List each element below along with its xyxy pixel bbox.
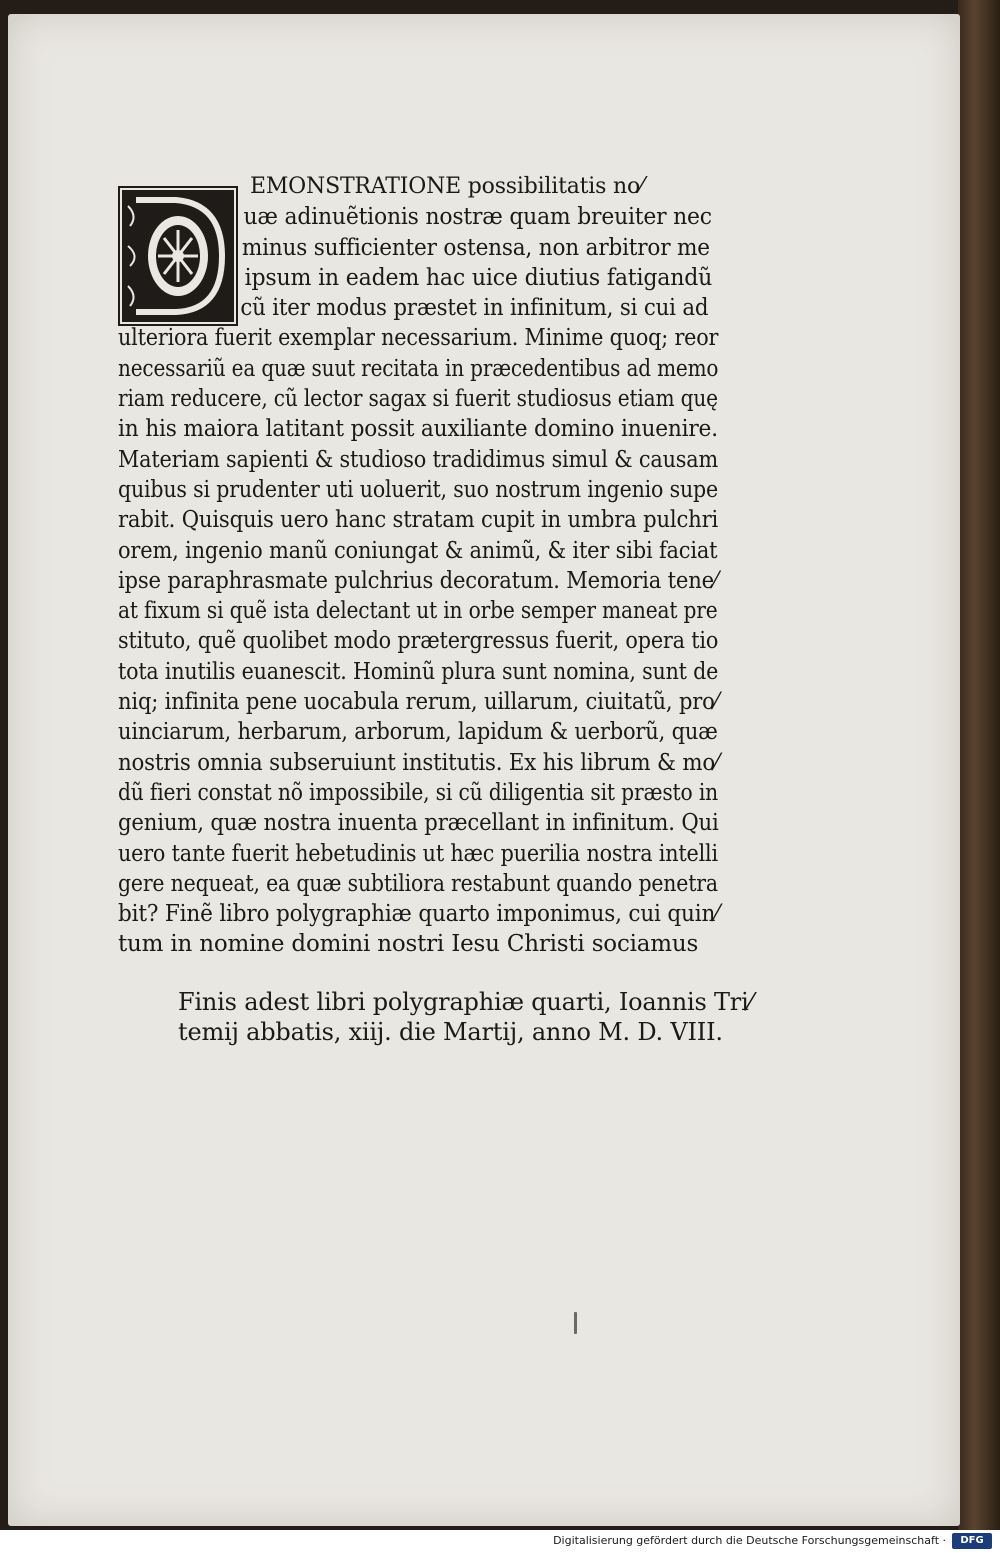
book-page <box>8 14 960 1526</box>
text-line: necessariũ ea quæ suut recitata in præcedentibus ad memo <box>118 355 719 382</box>
text-line: quibus si prudenter uti uoluerit, suo nostrum ingenio supe <box>118 476 718 503</box>
text-line: at fixum si quẽ ista delectant ut in orbe semper maneat pre <box>118 598 718 625</box>
text-line: uinciarum, herbarum, arborum, lapidum & uerborũ, quæ <box>118 719 718 746</box>
colophon <box>178 987 752 1047</box>
text-line: uero tante fuerit hebetudinis ut hæc puerilia nostra intelli <box>118 840 718 867</box>
text-block <box>118 172 753 1046</box>
footer-bar <box>0 1530 1000 1553</box>
text-line: EMONSTRATIONE possibilitatis no⁄ <box>250 174 644 199</box>
text-line: Materiam sapienti & studioso tradidimus simul & causam <box>118 446 719 473</box>
text-line: minus sufficienter ostensa, non arbitror me <box>241 234 710 261</box>
colophon-line: Finis adest libri polygraphiæ quarti, Ioannis Tri⁄ <box>178 988 753 1016</box>
book-binding-edge <box>958 0 1000 1530</box>
text-line: stituto, quẽ quolibet modo prætergressus fuerit, opera tio <box>118 628 719 655</box>
text-line: uæ adinuẽtionis nostræ quam breuiter nec <box>243 204 712 231</box>
text-line: riam reducere, cũ lector sagax si fuerit studiosus etiam quę <box>118 386 718 413</box>
body-text <box>118 172 718 960</box>
signature-mark <box>574 1312 577 1334</box>
text-line: nostris omnia subseruiunt institutis. Ex his librum & mo⁄ <box>118 749 719 776</box>
text-line: cũ iter modus præstet in infinitum, si cui ad <box>240 295 709 322</box>
text-line: orem, ingenio manũ coniungat & animũ, & iter sibi faciat <box>118 537 718 564</box>
text-line: tum in nomine domini nostri Iesu Christi sociamus <box>118 931 699 958</box>
text-line: genium, quæ nostra inuenta præcellant in infinitum. Qui <box>118 810 719 837</box>
text-line: gere nequeat, ea quæ subtiliora restabunt quando penetra <box>118 870 718 897</box>
text-line: dũ fieri constat nõ impossibile, si cũ diligentia sit præsto in <box>118 779 719 806</box>
text-line: bit? Finẽ libro polygraphiæ quarto imponimus, cui quin⁄ <box>118 901 719 928</box>
text-line: ipse paraphrasmate pulchrius decoratum. Memoria tene⁄ <box>118 567 718 594</box>
text-line: ulteriora fuerit exemplar necessarium. Minime quoq; reor <box>118 325 719 352</box>
text-line: niq; infinita pene uocabula rerum, uillarum, ciuitatũ, pro⁄ <box>118 689 718 716</box>
text-line: in his maiora latitant possit auxiliante domino inuenire. <box>118 416 718 443</box>
text-line: rabit. Quisquis uero hanc stratam cupit in umbra pulchri <box>118 507 719 534</box>
dfg-logo-icon: DFG <box>952 1533 992 1549</box>
text-line: ipsum in eadem hac uice diutius fatigandũ <box>244 264 713 291</box>
text-line: tota inutilis euanescit. Hominũ plura sunt nomina, sunt de <box>118 658 719 685</box>
funding-credit: Digitalisierung gefördert durch die Deutsche Forschungsgemeinschaft · <box>553 1534 946 1547</box>
colophon-line: temij abbatis, xiij. die Martij, anno M. D. VIII. <box>178 1018 723 1046</box>
